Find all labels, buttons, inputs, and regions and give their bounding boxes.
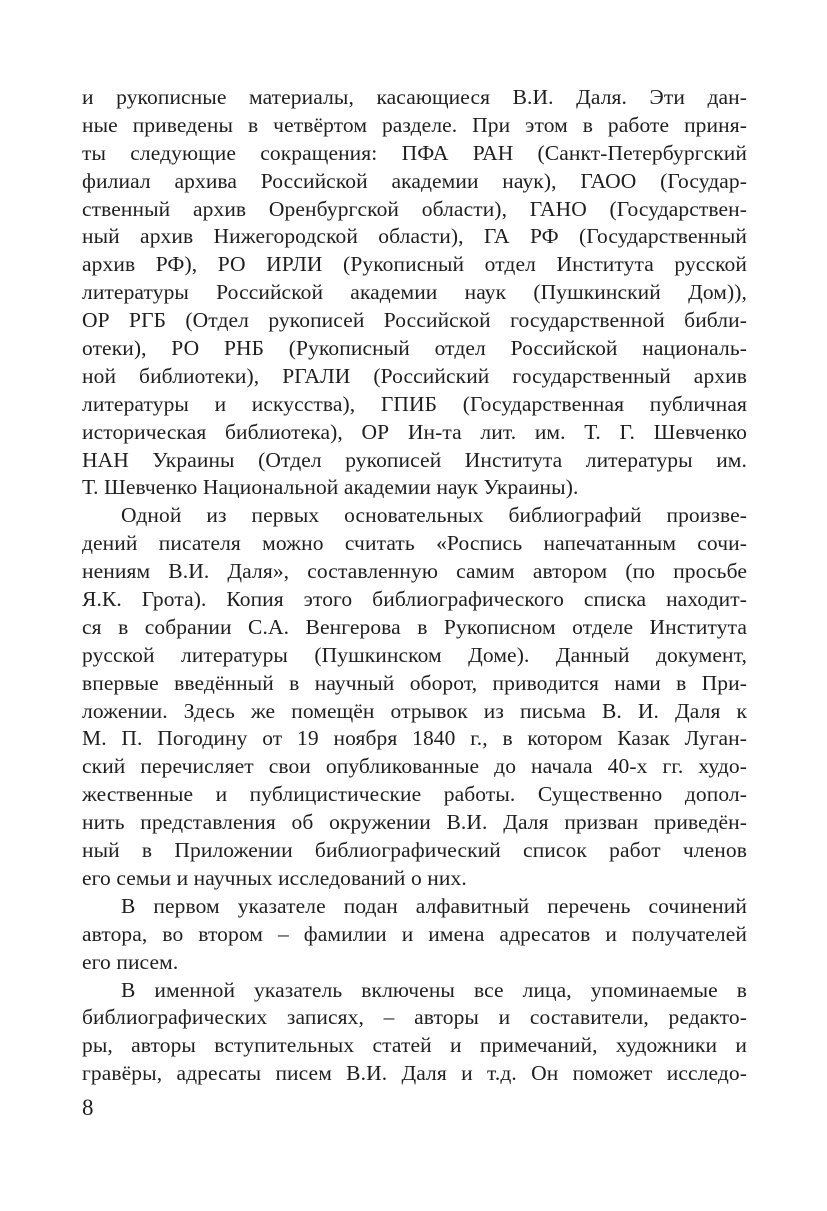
text-line: его семьи и научных исследований о них. [82, 865, 467, 890]
text-line: М. П. Погодину от 19 ноября 1840 г., в котором Казак Луган- [82, 726, 747, 751]
text-line: архив РФ), РО ИРЛИ (Рукописный отдел Института русской [82, 252, 747, 277]
text-line: нить представления об окружении В.И. Даля призван приведён- [82, 810, 747, 835]
text-line: нениям В.И. Даля», составленную самим автором (по просьбе [82, 559, 747, 584]
text-line: филиал архива Российской академии наук), ГАОО (Государ- [82, 168, 747, 193]
text-line: Т. Шевченко Национальной академии наук Украины). [82, 475, 579, 500]
text-line: ты следующие сокращения: ПФА РАН (Санкт-Петербургский [82, 140, 747, 165]
text-line: НАН Украины (Отдел рукописей Института литературы им. [82, 447, 747, 472]
text-line: ные приведены в четвёртом разделе. При этом в работе приня- [82, 112, 747, 137]
text-line: библиографических записях, – авторы и составители, редакто- [82, 1005, 747, 1030]
text-line: ный в Приложении библиографический список работ членов [82, 838, 747, 863]
text-line: ся в собрании С.А. Венгерова в Рукописном отделе Института [82, 614, 747, 639]
paragraph [82, 977, 747, 1089]
text-line: и рукописные материалы, касающиеся В.И. Даля. Эти дан- [82, 85, 747, 109]
text-line: ОР РГБ (Отдел рукописей Российской государственной библи- [82, 308, 747, 333]
text-line: его писем. [82, 949, 179, 974]
paragraph [82, 84, 747, 502]
text-line: отеки), РО РНБ (Рукописный отдел Российской националь- [82, 336, 747, 361]
text-line: литературы и искусства), ГПИБ (Государственная публичная [82, 391, 747, 416]
text-line: Одной из первых основательных библиографий произве- [121, 503, 747, 528]
text-line: В первом указателе подан алфавитный перечень сочинений [121, 893, 747, 918]
paragraph [82, 893, 747, 977]
page-number: 8 [82, 1095, 94, 1120]
text-line: ный архив Нижегородской области), ГА РФ (Государственный [82, 224, 747, 249]
text-line: ственный архив Оренбургской области), ГАНО (Государствен- [82, 196, 747, 221]
text-line: жественные и публицистические работы. Существенно допол- [82, 782, 747, 807]
text-line: ложении. Здесь же помещён отрывок из письма В. И. Даля к [82, 698, 747, 723]
text-block [82, 84, 747, 1088]
text-line: Я.К. Грота). Копия этого библиографического списка находит- [82, 587, 747, 612]
text-line: В именной указатель включены все лица, упоминаемые в [121, 977, 747, 1002]
text-line: ский перечисляет свои опубликованные до начала 40-х гг. худо- [82, 754, 747, 779]
text-line: гравёры, адресаты писем В.И. Даля и т.д. Он поможет исследо- [82, 1061, 747, 1086]
text-line: впервые введённый в научный оборот, приводится нами в При- [82, 670, 747, 695]
text-line: ры, авторы вступительных статей и примечаний, художники и [82, 1033, 747, 1058]
text-line: русской литературы (Пушкинском Доме). Данный документ, [82, 642, 747, 667]
paragraph [82, 502, 747, 892]
text-line: историческая библиотека), ОР Ин-та лит. им. Т. Г. Шевченко [82, 419, 747, 444]
text-line: дений писателя можно считать «Роспись напечатанным сочи- [82, 531, 747, 556]
text-line: ной библиотеки), РГАЛИ (Российский государственный архив [82, 363, 747, 388]
text-line: автора, во втором – фамилии и имена адресатов и получателей [82, 921, 747, 946]
text-line: литературы Российской академии наук (Пушкинский Дом)), [82, 280, 747, 305]
